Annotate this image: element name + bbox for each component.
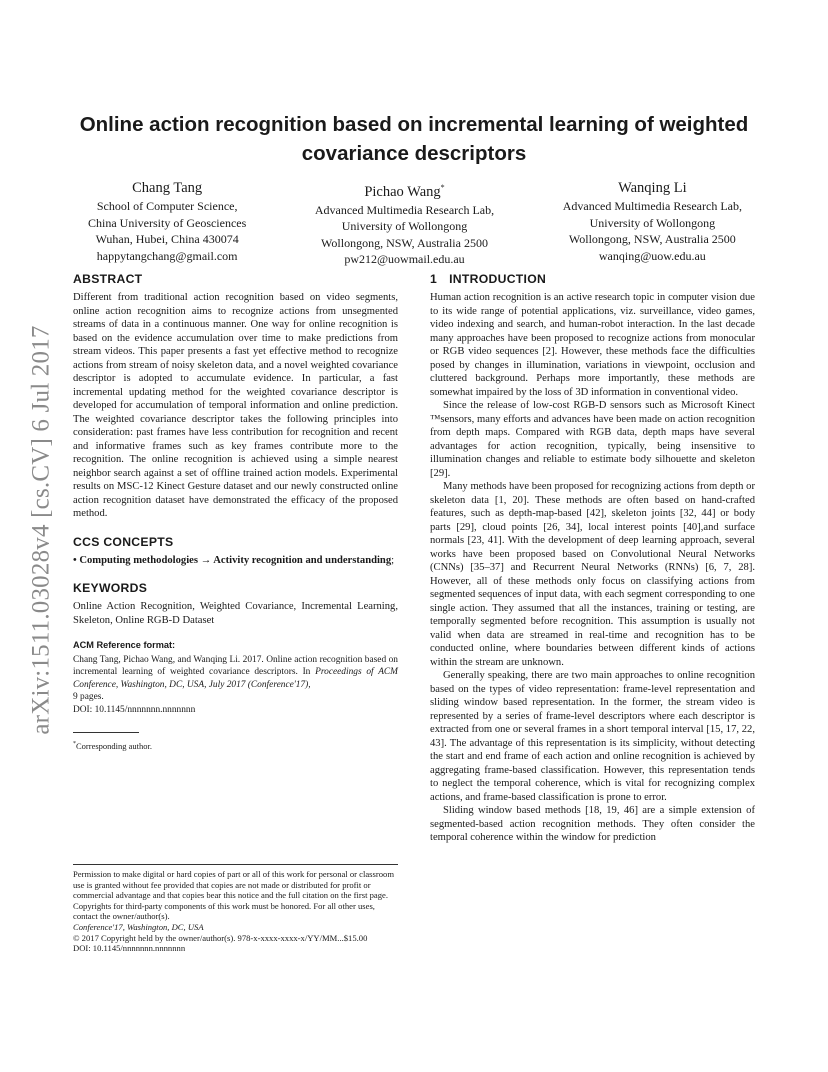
paper-title: Online action recognition based on incremental learning of weighted covariance descriptors <box>79 113 749 165</box>
author-3 <box>563 178 742 268</box>
author-email: pw212@uowmail.edu.au <box>344 252 465 267</box>
intro-paragraph: Human action recognition is an active research topic in computer vision due to its wide range of potential applications, viz. surveillance, video games, video indexing and search, and human-robot interaction. In the last decade many approaches have been proposed to recognize actions from monocular or RGB video sequences [2]. However, these methods face the difficulties posed by changes in illumination, variations in viewpoint, occlusion and cluttered background. Perhaps more importantly, these methods are somewhat impaired by the loss of 3D information in conventional video. <box>430 292 755 398</box>
author-affiliation: School of Computer Science, <box>96 199 238 213</box>
introduction-heading: 1 INTRODUCTION <box>430 272 547 286</box>
corresponding-mark: * <box>440 183 445 192</box>
intro-paragraph: Sliding window based methods [18, 19, 46] are a simple extension of segmented-based action recognition methods. They often consider the temporal coherence within the window for prediction <box>430 805 755 843</box>
footnote-rule <box>73 732 139 733</box>
reference-format-heading: ACM Reference format: <box>73 640 176 650</box>
left-column <box>73 272 398 752</box>
author-address: Wuhan, Hubei, China 430074 <box>95 232 239 246</box>
keywords-heading: KEYWORDS <box>73 581 148 595</box>
keywords-text: Online Action Recognition, Weighted Covariance, Incremental Learning, Skeleton, Online RGB-D Dataset <box>73 601 398 626</box>
copyright-line: © 2017 Copyright held by the owner/author(s). 978-x-xxxx-xxxx-x/YY/MM...$15.00 <box>73 932 368 943</box>
arxiv-id: arXiv:1511.03028v4 [cs.CV] 6 Jul 2017 <box>28 325 55 735</box>
author-email: happytangchang@gmail.com <box>96 248 238 263</box>
author-block <box>88 178 742 268</box>
author-name: Chang Tang <box>132 180 203 196</box>
reference-format-text: Chang Tang, Pichao Wang, and Wanqing Li. 2017. Online action recognition based on incremental learning of weighted covariance descriptors. In Proceedings of ACM Conference, Washington, DC, USA, July 2017 (Conference'17), <box>73 654 398 690</box>
reference-doi: DOI: 10.1145/nnnnnnn.nnnnnnn <box>73 704 196 715</box>
author-address: Wollongong, NSW, Australia 2500 <box>321 235 488 250</box>
ccs-text: • Computing methodologies → Activity recognition and understanding; <box>73 554 395 566</box>
author-address: Wollongong, NSW, Australia 2500 <box>568 232 736 246</box>
permission-block <box>73 864 398 954</box>
author-name: Pichao Wang* <box>364 183 445 200</box>
ccs-heading: CCS CONCEPTS <box>73 534 174 549</box>
conference-line: Conference'17, Washington, DC, USA <box>73 921 204 932</box>
arxiv-stamp <box>20 300 64 760</box>
permission-text: Permission to make digital or hard copies of part or all of this work for personal or classroom use is granted without fee provided that copies are not made or distributed for profit or commercial advantage and that copies bear this notice and the full citation on the first page. Copyrights for third-party components of this work must be honored. For all other uses, contact the owner/author(s). <box>73 869 394 922</box>
right-column <box>430 272 755 845</box>
author-1 <box>88 178 246 268</box>
author-affiliation: University of Wollongong <box>589 215 716 230</box>
author-affiliation: China University of Geosciences <box>88 215 247 230</box>
intro-paragraph: Generally speaking, there are two main approaches to online recognition based on the types of video representation: frame-level representation and sliding window based representation. In the former, the stream video is represented by a series of frame-level descriptors where each descriptor is extracted from one or several frames in a short temporal interval [15, 17, 22, 43]. The advantage of this representation is its simplicity, without detecting the start and end frame of each action and online recognition is achieved by aggregating frame-based classification. However, this representation tends to neglect the temporal coherence, which is vital for recognizing complex actions, and frame-based classification is prone to error. <box>430 670 755 803</box>
author-email: wanqing@uow.edu.au <box>598 248 706 263</box>
footnote: *Corresponding author. <box>73 740 153 751</box>
intro-paragraph: Since the release of low-cost RGB-D sensors such as Microsoft Kinect ™sensors, many efforts and advances have been made on action recognition from depth maps. Compared with RGB data, depth maps have several advantages for action recognition, typically, being insensitive to illumination changes and reliable to estimate body silhouette and skeleton [29]. <box>430 400 755 479</box>
author-affiliation: Advanced Multimedia Research Lab, <box>314 202 495 217</box>
intro-paragraph: Many methods have been proposed for recognizing actions from depth or skeleton data [1, 20]. These methods are often based on hand-crafted features, such as depth-map-based [42], skeleton joints [32, 44] or body parts [29], cloud points [26, 34], local interest points [40],and surface normals [23, 41]. With the development of deep learning approach, several works have been proposed based on Convolutional Neural Networks (CNNs) [35–37] and Recurrent Neural Networks (RNNs) [6, 7, 28]. However, all of these methods only focus on classifying actions from segmented sequences of input data, with each segment corresponding to one single action. They assumed that all the instances, training or testing, are temporally segmented before recognition. This assumption is usually not valid when data are streamed in real-time and recognition has to be conducted online, where boundaries between different kinds of actions within the stream are unknown. <box>430 481 755 668</box>
permission-doi: DOI: 10.1145/nnnnnnn.nnnnnnn <box>73 943 186 954</box>
reference-pages: 9 pages. <box>73 692 104 702</box>
author-affiliation: University of Wollongong <box>341 219 468 234</box>
author-2 <box>315 178 494 268</box>
abstract-text: Different from traditional action recognition based on video segments, online action recognition aims to recognize actions from unsegmented streams of data in a continuous manner. One way for online recognition is based on the evidence accumulation over time to make predictions from stream videos. This paper presents a fast yet effective method to recognize actions from stream of noisy skeleton data, and a novel weighted covariance descriptor is adopted to accumulate evidence. In particular, a fast incremental updating method for the weighted covariance descriptor is developed for accumulation of temporal information and online prediction. The weighted covariance descriptor takes the following principles into consideration: past frames have less contribution for recognition and recent and informative frames such as key frames contribute more to the recognition. The online recognition is achieved using a simple nearest neighbor search against a set of offline trained action models. Experimental results on MSC-12 Kinect Gesture dataset and our newly constructed online action recognition dataset have demonstrated the efficacy of the proposed method. <box>73 292 398 519</box>
abstract-heading: ABSTRACT <box>73 272 143 286</box>
author-affiliation: Advanced Multimedia Research Lab, <box>562 199 742 213</box>
author-name: Wanqing Li <box>618 180 687 196</box>
